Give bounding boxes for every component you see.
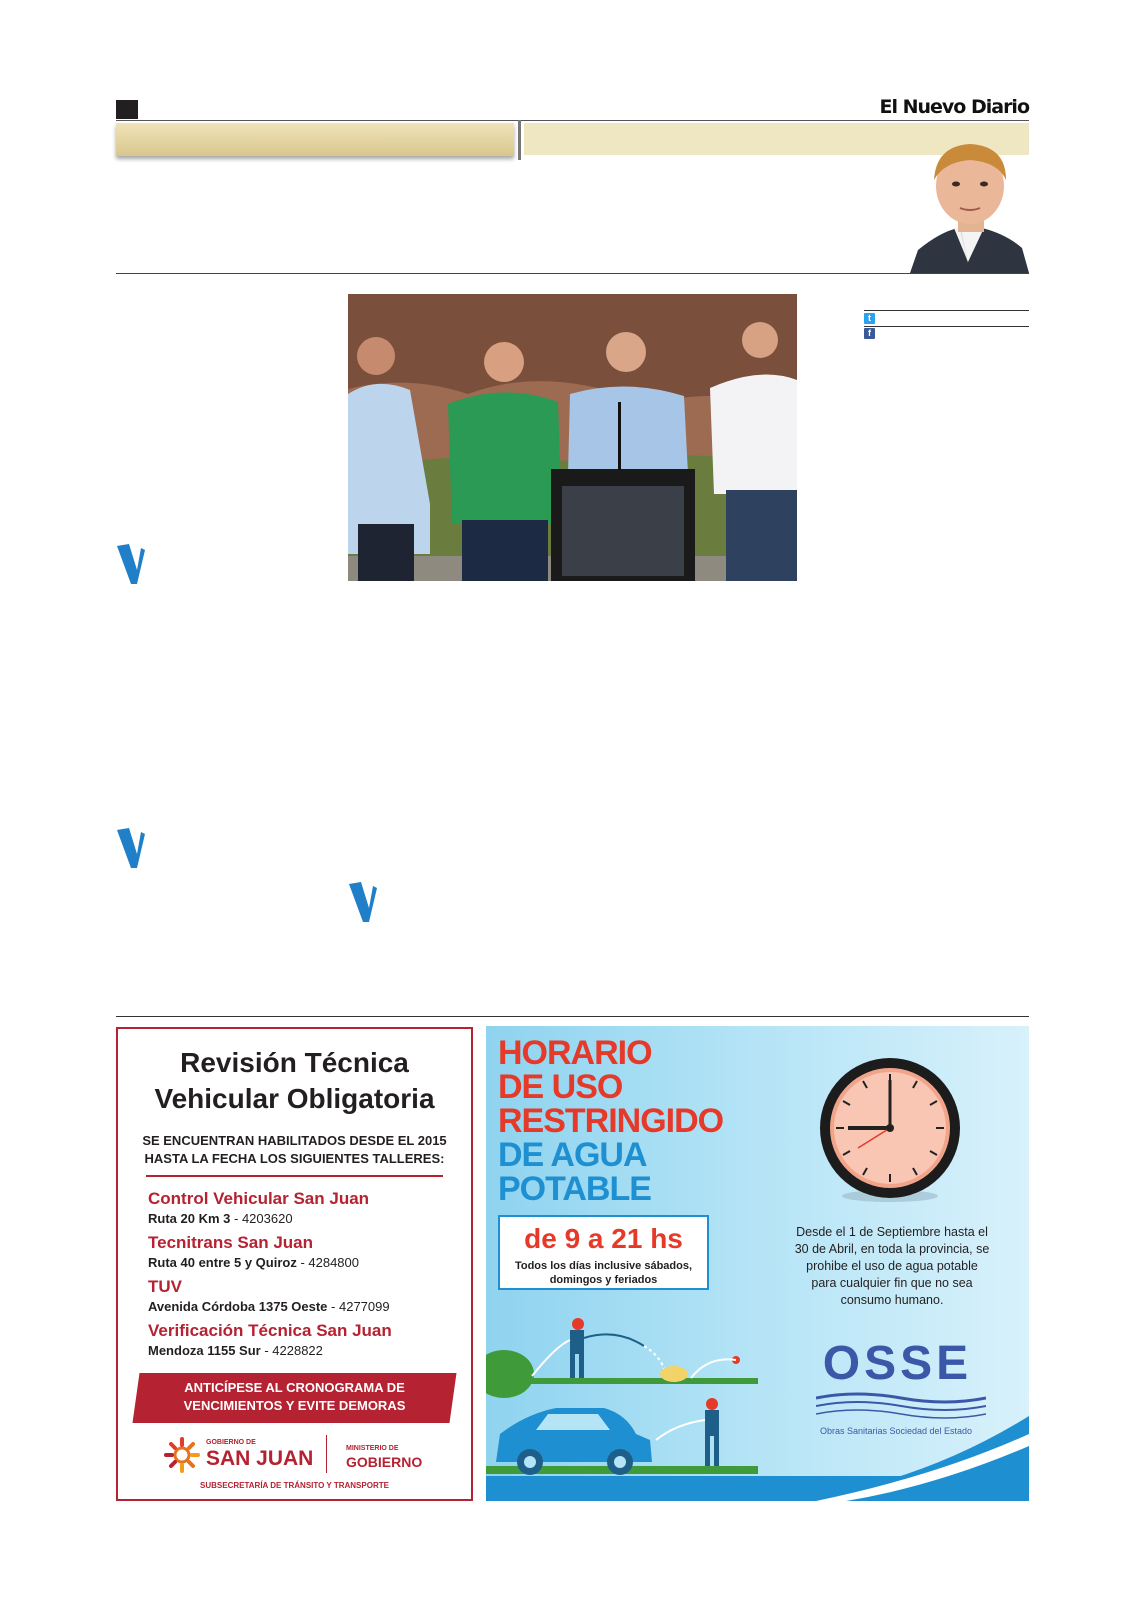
ad1-subtitle-line1: SE ENCUENTRAN HABILITADOS DESDE EL 2015 [142,1133,447,1148]
section-rule [116,273,1029,274]
page-marker [116,100,138,119]
logo-divider [326,1435,327,1473]
san-juan-sun-icon [164,1437,200,1473]
section-tick-icon [347,880,379,924]
headline-line: DE AGUA [498,1136,647,1174]
ad1-title-line1: Revisión Técnica [180,1047,409,1078]
section-band-separator [518,120,521,160]
ad1-title-line2: Vehicular Obligatoria [154,1083,435,1114]
ads-rule [116,1016,1029,1017]
gov-small-label: GOBIERNO DE [206,1439,256,1446]
section-band-left [116,123,514,156]
ministry-small-label: MINISTERIO DE [346,1445,399,1452]
headline-line: DE USO [498,1068,623,1106]
days-text: Todos los días inclusive sábados, domingos y feriados [514,1260,693,1286]
workshop-address: Avenida Córdoba 1375 Oeste - 4277099 [148,1299,390,1314]
workshop-name: Control Vehicular San Juan [148,1189,370,1208]
workshop-address: Mendoza 1155 Sur - 4228822 [148,1343,323,1358]
osse-logo-subtitle: Obras Sanitarias Sociedad del Estado [819,1426,973,1436]
workshop-name: Verificación Técnica San Juan [148,1321,392,1340]
ministry-big-label: GOBIERNO [346,1454,423,1470]
workshop-address: Ruta 20 Km 3 - 4203620 [148,1211,293,1226]
masthead: El Nuevo Diario [879,96,1029,118]
watering-illustration [486,1316,1029,1501]
workshop-address: Ruta 40 entre 5 y Quiroz - 4284800 [148,1255,360,1270]
hours-text: de 9 a 21 hs [524,1223,683,1254]
social-rule-mid [864,326,1029,327]
workshop-name: Tecnitrans San Juan [148,1233,314,1252]
headline-line: POTABLE [498,1170,651,1208]
hours-box [498,1215,709,1290]
clock-icon [816,1056,964,1204]
ad1-footer: SUBSECRETARÍA DE TRÁNSITO Y TRANSPORTE [200,1481,389,1490]
columnist-portrait [910,140,1029,273]
ad-revision-tecnica[interactable] [116,1027,473,1501]
headline-line: RESTRINGIDO [498,1102,724,1140]
headline-line: HORARIO [498,1034,652,1072]
twitter-icon[interactable]: t [864,313,875,324]
ad1-subtitle-line2: HASTA LA FECHA LOS SIGUIENTES TALLERES: [144,1151,445,1166]
section-tick-icon [115,542,147,586]
article-photo [348,294,797,581]
ad1-banner-text: ANTICÍPESE AL CRONOGRAMA DE VENCIMIENTOS Y EVITE DEMORAS [183,1380,406,1413]
header-rule [116,120,1029,121]
ad-osse[interactable] [486,1026,1029,1501]
section-tick-icon [115,826,147,870]
social-rule-top [864,310,1029,311]
ad1-divider [146,1175,443,1177]
gov-big-label: SAN JUAN [206,1447,314,1470]
workshop-name: TUV [148,1277,182,1296]
facebook-icon[interactable]: f [864,328,875,339]
restriction-description: Desde el 1 de Septiembre hasta el 30 de Abril, en toda la provincia, se prohibe el uso de agua potable para cualquier fin que no sea consumo humano. [794,1225,990,1307]
osse-logo: OSSE [822,1337,973,1390]
